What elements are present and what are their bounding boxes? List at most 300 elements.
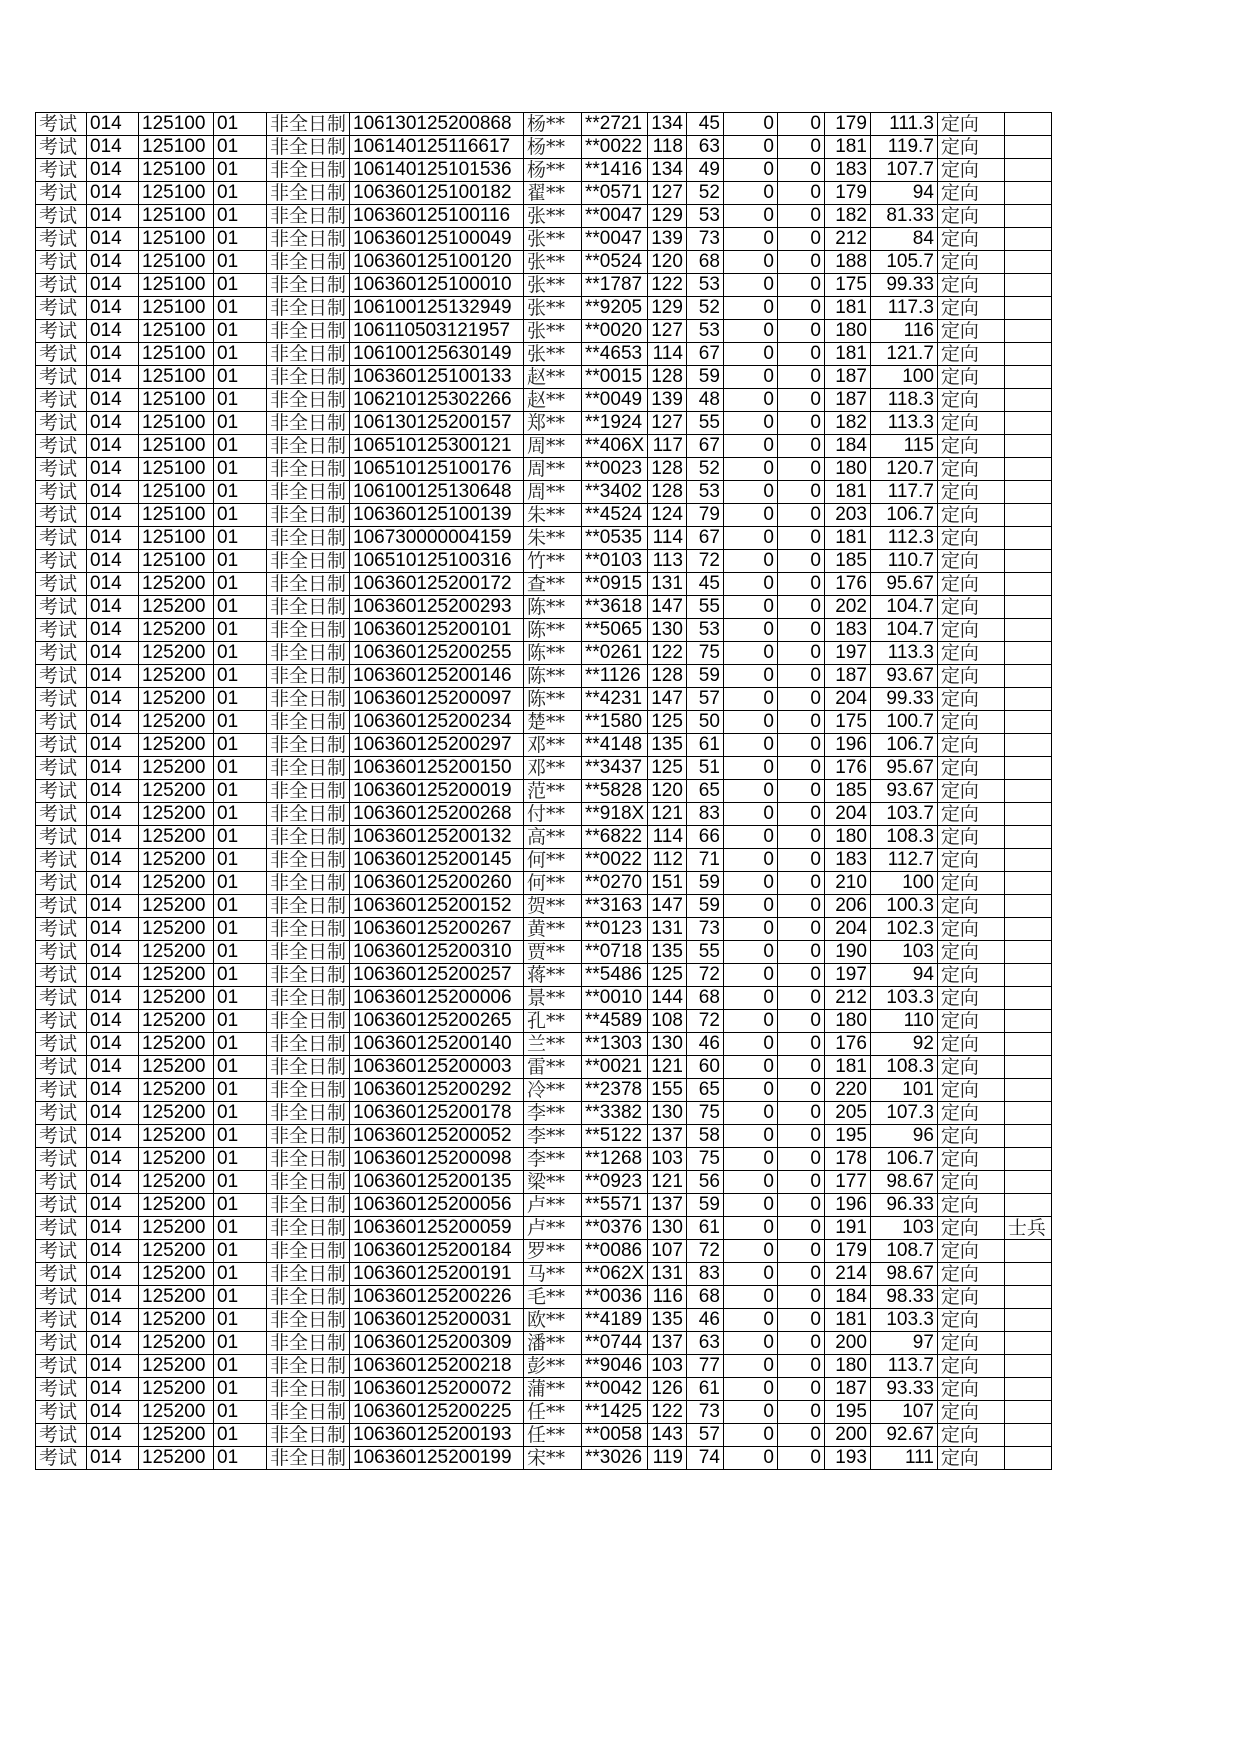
cell-name: 范** [524, 780, 582, 803]
cell-name: 邓** [524, 757, 582, 780]
cell-score2: 55 [686, 412, 723, 435]
cell-note [1004, 1148, 1051, 1171]
cell-score2: 71 [686, 849, 723, 872]
table-row [36, 389, 1052, 412]
cell-total: 204 [824, 688, 870, 711]
table-row [36, 1148, 1052, 1171]
cell-score4: 0 [777, 1355, 824, 1378]
cell-score2: 72 [686, 1010, 723, 1033]
cell-direction: 01 [214, 527, 267, 550]
cell-retest: 106.7 [870, 734, 937, 757]
cell-major-code: 125200 [139, 941, 214, 964]
cell-note [1004, 987, 1051, 1010]
cell-score4: 0 [777, 343, 824, 366]
cell-plan-type: 定向 [937, 1010, 1004, 1033]
cell-score2: 55 [686, 596, 723, 619]
cell-name: 朱** [524, 504, 582, 527]
cell-study-mode: 非全日制 [267, 665, 350, 688]
cell-plan-type: 定向 [937, 688, 1004, 711]
cell-major-code: 125200 [139, 573, 214, 596]
cell-type: 考试 [36, 573, 87, 596]
cell-score1: 128 [648, 481, 687, 504]
cell-unit-code: 014 [87, 1033, 139, 1056]
cell-plan-type: 定向 [937, 550, 1004, 573]
cell-plan-type: 定向 [937, 665, 1004, 688]
table-row [36, 826, 1052, 849]
cell-plan-type: 定向 [937, 642, 1004, 665]
cell-id-suffix: **5122 [582, 1125, 648, 1148]
table-row [36, 1286, 1052, 1309]
cell-study-mode: 非全日制 [267, 642, 350, 665]
cell-total: 200 [824, 1424, 870, 1447]
cell-direction: 01 [214, 1355, 267, 1378]
cell-major-code: 125200 [139, 872, 214, 895]
cell-score2: 74 [686, 1447, 723, 1470]
cell-total: 181 [824, 297, 870, 320]
cell-exam-id: 106360125200056 [350, 1194, 524, 1217]
cell-direction: 01 [214, 596, 267, 619]
cell-exam-id: 106360125200226 [350, 1286, 524, 1309]
cell-score2: 72 [686, 964, 723, 987]
cell-type: 考试 [36, 780, 87, 803]
cell-score4: 0 [777, 780, 824, 803]
cell-name: 陈** [524, 596, 582, 619]
cell-type: 考试 [36, 182, 87, 205]
cell-plan-type: 定向 [937, 849, 1004, 872]
cell-type: 考试 [36, 412, 87, 435]
cell-major-code: 125200 [139, 1447, 214, 1470]
cell-score2: 55 [686, 941, 723, 964]
cell-direction: 01 [214, 1033, 267, 1056]
admission-roster-table [35, 112, 1052, 1470]
cell-score3: 0 [723, 596, 777, 619]
cell-name: 毛** [524, 1286, 582, 1309]
cell-type: 考试 [36, 1056, 87, 1079]
cell-type: 考试 [36, 366, 87, 389]
cell-retest: 100 [870, 872, 937, 895]
cell-name: 翟** [524, 182, 582, 205]
table-row [36, 458, 1052, 481]
cell-retest: 93.67 [870, 665, 937, 688]
cell-score4: 0 [777, 458, 824, 481]
cell-id-suffix: **0021 [582, 1056, 648, 1079]
cell-total: 182 [824, 412, 870, 435]
cell-type: 考试 [36, 1033, 87, 1056]
cell-note [1004, 274, 1051, 297]
cell-unit-code: 014 [87, 826, 139, 849]
cell-score3: 0 [723, 113, 777, 136]
cell-score1: 134 [648, 113, 687, 136]
cell-major-code: 125100 [139, 228, 214, 251]
cell-score3: 0 [723, 1033, 777, 1056]
cell-total: 176 [824, 1033, 870, 1056]
cell-score2: 50 [686, 711, 723, 734]
cell-score4: 0 [777, 1194, 824, 1217]
cell-study-mode: 非全日制 [267, 228, 350, 251]
cell-plan-type: 定向 [937, 826, 1004, 849]
cell-retest: 104.7 [870, 619, 937, 642]
cell-unit-code: 014 [87, 1056, 139, 1079]
cell-unit-code: 014 [87, 182, 139, 205]
cell-unit-code: 014 [87, 113, 139, 136]
cell-plan-type: 定向 [937, 1240, 1004, 1263]
cell-plan-type: 定向 [937, 1217, 1004, 1240]
cell-id-suffix: **4653 [582, 343, 648, 366]
cell-score4: 0 [777, 504, 824, 527]
cell-plan-type: 定向 [937, 573, 1004, 596]
cell-score4: 0 [777, 1332, 824, 1355]
cell-retest: 120.7 [870, 458, 937, 481]
table-row [36, 1424, 1052, 1447]
cell-id-suffix: **3437 [582, 757, 648, 780]
cell-score2: 58 [686, 1125, 723, 1148]
cell-note [1004, 343, 1051, 366]
cell-score3: 0 [723, 205, 777, 228]
cell-name: 张** [524, 343, 582, 366]
cell-id-suffix: **0923 [582, 1171, 648, 1194]
cell-direction: 01 [214, 274, 267, 297]
cell-name: 何** [524, 872, 582, 895]
cell-score4: 0 [777, 205, 824, 228]
cell-direction: 01 [214, 205, 267, 228]
cell-name: 张** [524, 205, 582, 228]
cell-major-code: 125200 [139, 1033, 214, 1056]
cell-unit-code: 014 [87, 987, 139, 1010]
cell-exam-id: 106360125200309 [350, 1332, 524, 1355]
cell-exam-id: 106360125100133 [350, 366, 524, 389]
table-row [36, 1171, 1052, 1194]
cell-id-suffix: **5065 [582, 619, 648, 642]
cell-study-mode: 非全日制 [267, 366, 350, 389]
cell-note [1004, 1033, 1051, 1056]
cell-id-suffix: **0058 [582, 1424, 648, 1447]
cell-total: 180 [824, 1010, 870, 1033]
cell-exam-id: 106360125200150 [350, 757, 524, 780]
cell-note [1004, 481, 1051, 504]
table-row [36, 1056, 1052, 1079]
cell-score2: 61 [686, 1378, 723, 1401]
cell-unit-code: 014 [87, 1355, 139, 1378]
cell-major-code: 125200 [139, 734, 214, 757]
cell-score3: 0 [723, 619, 777, 642]
cell-unit-code: 014 [87, 228, 139, 251]
cell-score4: 0 [777, 941, 824, 964]
cell-major-code: 125200 [139, 1332, 214, 1355]
cell-score3: 0 [723, 1125, 777, 1148]
cell-name: 景** [524, 987, 582, 1010]
cell-score4: 0 [777, 1033, 824, 1056]
cell-total: 181 [824, 1056, 870, 1079]
cell-plan-type: 定向 [937, 757, 1004, 780]
cell-unit-code: 014 [87, 435, 139, 458]
cell-score1: 121 [648, 803, 687, 826]
cell-score2: 72 [686, 550, 723, 573]
cell-plan-type: 定向 [937, 596, 1004, 619]
cell-direction: 01 [214, 941, 267, 964]
table-row [36, 504, 1052, 527]
cell-major-code: 125200 [139, 1263, 214, 1286]
table-row [36, 803, 1052, 826]
cell-id-suffix: **0042 [582, 1378, 648, 1401]
cell-score1: 116 [648, 1286, 687, 1309]
cell-major-code: 125200 [139, 711, 214, 734]
cell-retest: 112.7 [870, 849, 937, 872]
cell-score1: 122 [648, 1401, 687, 1424]
cell-exam-id: 106360125200218 [350, 1355, 524, 1378]
cell-score1: 108 [648, 1010, 687, 1033]
cell-score1: 112 [648, 849, 687, 872]
cell-total: 178 [824, 1148, 870, 1171]
cell-id-suffix: **062X [582, 1263, 648, 1286]
cell-total: 176 [824, 573, 870, 596]
cell-score4: 0 [777, 734, 824, 757]
cell-retest: 100.7 [870, 711, 937, 734]
cell-direction: 01 [214, 1056, 267, 1079]
cell-name: 任** [524, 1424, 582, 1447]
cell-total: 195 [824, 1125, 870, 1148]
cell-note [1004, 1447, 1051, 1470]
cell-plan-type: 定向 [937, 504, 1004, 527]
cell-note [1004, 1056, 1051, 1079]
cell-name: 楚** [524, 711, 582, 734]
cell-score4: 0 [777, 849, 824, 872]
cell-direction: 01 [214, 1286, 267, 1309]
cell-score4: 0 [777, 987, 824, 1010]
cell-total: 181 [824, 527, 870, 550]
cell-score2: 63 [686, 1332, 723, 1355]
cell-score1: 103 [648, 1355, 687, 1378]
table-row [36, 964, 1052, 987]
cell-note [1004, 1010, 1051, 1033]
cell-name: 卢** [524, 1194, 582, 1217]
cell-unit-code: 014 [87, 711, 139, 734]
cell-major-code: 125200 [139, 1079, 214, 1102]
cell-score1: 120 [648, 780, 687, 803]
cell-direction: 01 [214, 113, 267, 136]
cell-unit-code: 014 [87, 274, 139, 297]
cell-score2: 52 [686, 297, 723, 320]
cell-exam-id: 106360125200267 [350, 918, 524, 941]
cell-direction: 01 [214, 435, 267, 458]
cell-direction: 01 [214, 458, 267, 481]
cell-plan-type: 定向 [937, 1355, 1004, 1378]
table-row [36, 1378, 1052, 1401]
cell-direction: 01 [214, 1424, 267, 1447]
cell-major-code: 125100 [139, 550, 214, 573]
cell-type: 考试 [36, 1125, 87, 1148]
cell-retest: 106.7 [870, 504, 937, 527]
cell-direction: 01 [214, 665, 267, 688]
cell-plan-type: 定向 [937, 228, 1004, 251]
cell-plan-type: 定向 [937, 435, 1004, 458]
cell-type: 考试 [36, 1217, 87, 1240]
cell-score1: 139 [648, 389, 687, 412]
cell-exam-id: 106360125100182 [350, 182, 524, 205]
table-row [36, 320, 1052, 343]
table-row [36, 619, 1052, 642]
cell-name: 彭** [524, 1355, 582, 1378]
cell-score2: 61 [686, 1217, 723, 1240]
cell-plan-type: 定向 [937, 964, 1004, 987]
cell-score2: 59 [686, 366, 723, 389]
cell-note [1004, 251, 1051, 274]
cell-plan-type: 定向 [937, 412, 1004, 435]
cell-name: 何** [524, 849, 582, 872]
cell-score4: 0 [777, 1125, 824, 1148]
cell-type: 考试 [36, 872, 87, 895]
cell-total: 220 [824, 1079, 870, 1102]
cell-type: 考试 [36, 550, 87, 573]
cell-id-suffix: **0047 [582, 228, 648, 251]
cell-direction: 01 [214, 550, 267, 573]
cell-note [1004, 205, 1051, 228]
cell-id-suffix: **3026 [582, 1447, 648, 1470]
cell-name: 潘** [524, 1332, 582, 1355]
cell-total: 204 [824, 803, 870, 826]
cell-study-mode: 非全日制 [267, 964, 350, 987]
cell-id-suffix: **0915 [582, 573, 648, 596]
cell-id-suffix: **3163 [582, 895, 648, 918]
cell-major-code: 125200 [139, 1148, 214, 1171]
table-row [36, 872, 1052, 895]
table-row [36, 1194, 1052, 1217]
cell-study-mode: 非全日制 [267, 1171, 350, 1194]
cell-name: 陈** [524, 642, 582, 665]
cell-type: 考试 [36, 1447, 87, 1470]
cell-score4: 0 [777, 113, 824, 136]
cell-id-suffix: **0744 [582, 1332, 648, 1355]
cell-score4: 0 [777, 1447, 824, 1470]
cell-plan-type: 定向 [937, 895, 1004, 918]
cell-type: 考试 [36, 987, 87, 1010]
cell-score1: 135 [648, 1309, 687, 1332]
cell-direction: 01 [214, 1240, 267, 1263]
table-row [36, 987, 1052, 1010]
cell-study-mode: 非全日制 [267, 251, 350, 274]
cell-total: 212 [824, 228, 870, 251]
cell-note [1004, 757, 1051, 780]
cell-unit-code: 014 [87, 1286, 139, 1309]
cell-unit-code: 014 [87, 389, 139, 412]
cell-id-suffix: **0123 [582, 918, 648, 941]
cell-retest: 111.3 [870, 113, 937, 136]
cell-retest: 96.33 [870, 1194, 937, 1217]
cell-unit-code: 014 [87, 1240, 139, 1263]
cell-score4: 0 [777, 550, 824, 573]
cell-score3: 0 [723, 481, 777, 504]
cell-exam-id: 106360125200059 [350, 1217, 524, 1240]
cell-score2: 75 [686, 1102, 723, 1125]
cell-type: 考试 [36, 1401, 87, 1424]
cell-plan-type: 定向 [937, 872, 1004, 895]
cell-study-mode: 非全日制 [267, 1056, 350, 1079]
cell-id-suffix: **1787 [582, 274, 648, 297]
cell-score4: 0 [777, 366, 824, 389]
cell-type: 考试 [36, 527, 87, 550]
cell-id-suffix: **0020 [582, 320, 648, 343]
cell-study-mode: 非全日制 [267, 1424, 350, 1447]
cell-retest: 113.3 [870, 642, 937, 665]
cell-score2: 83 [686, 1263, 723, 1286]
cell-name: 陈** [524, 619, 582, 642]
cell-direction: 01 [214, 1309, 267, 1332]
cell-plan-type: 定向 [937, 918, 1004, 941]
cell-direction: 01 [214, 1171, 267, 1194]
cell-score4: 0 [777, 826, 824, 849]
cell-unit-code: 014 [87, 1401, 139, 1424]
cell-retest: 103.3 [870, 987, 937, 1010]
cell-unit-code: 014 [87, 320, 139, 343]
cell-name: 杨** [524, 113, 582, 136]
cell-study-mode: 非全日制 [267, 1010, 350, 1033]
cell-major-code: 125200 [139, 1378, 214, 1401]
cell-id-suffix: **1126 [582, 665, 648, 688]
cell-score1: 114 [648, 343, 687, 366]
cell-exam-id: 106360125200225 [350, 1401, 524, 1424]
cell-total: 187 [824, 665, 870, 688]
cell-score2: 67 [686, 343, 723, 366]
cell-total: 210 [824, 872, 870, 895]
cell-plan-type: 定向 [937, 113, 1004, 136]
cell-plan-type: 定向 [937, 182, 1004, 205]
cell-name: 付** [524, 803, 582, 826]
cell-major-code: 125200 [139, 619, 214, 642]
cell-id-suffix: **0010 [582, 987, 648, 1010]
cell-retest: 99.33 [870, 274, 937, 297]
cell-unit-code: 014 [87, 1332, 139, 1355]
cell-note [1004, 1125, 1051, 1148]
cell-study-mode: 非全日制 [267, 205, 350, 228]
cell-total: 196 [824, 1194, 870, 1217]
cell-score3: 0 [723, 826, 777, 849]
cell-exam-id: 106360125200145 [350, 849, 524, 872]
cell-score3: 0 [723, 780, 777, 803]
cell-direction: 01 [214, 895, 267, 918]
cell-exam-id: 106360125100120 [350, 251, 524, 274]
cell-score4: 0 [777, 573, 824, 596]
cell-note [1004, 113, 1051, 136]
table-row [36, 895, 1052, 918]
cell-score4: 0 [777, 1010, 824, 1033]
cell-type: 考试 [36, 1010, 87, 1033]
table-row [36, 251, 1052, 274]
cell-score3: 0 [723, 1378, 777, 1401]
cell-type: 考试 [36, 320, 87, 343]
cell-exam-id: 106360125200101 [350, 619, 524, 642]
cell-retest: 110.7 [870, 550, 937, 573]
cell-score2: 68 [686, 1286, 723, 1309]
cell-score3: 0 [723, 182, 777, 205]
cell-score1: 127 [648, 320, 687, 343]
cell-total: 179 [824, 1240, 870, 1263]
cell-type: 考试 [36, 343, 87, 366]
cell-name: 梁** [524, 1171, 582, 1194]
cell-total: 214 [824, 1263, 870, 1286]
cell-unit-code: 014 [87, 1079, 139, 1102]
cell-score3: 0 [723, 1102, 777, 1125]
cell-id-suffix: **5571 [582, 1194, 648, 1217]
cell-total: 183 [824, 619, 870, 642]
cell-score1: 147 [648, 596, 687, 619]
table-row [36, 665, 1052, 688]
cell-study-mode: 非全日制 [267, 1286, 350, 1309]
cell-study-mode: 非全日制 [267, 182, 350, 205]
table-row [36, 1355, 1052, 1378]
cell-score1: 137 [648, 1125, 687, 1148]
cell-exam-id: 106100125630149 [350, 343, 524, 366]
cell-direction: 01 [214, 780, 267, 803]
cell-score1: 122 [648, 274, 687, 297]
